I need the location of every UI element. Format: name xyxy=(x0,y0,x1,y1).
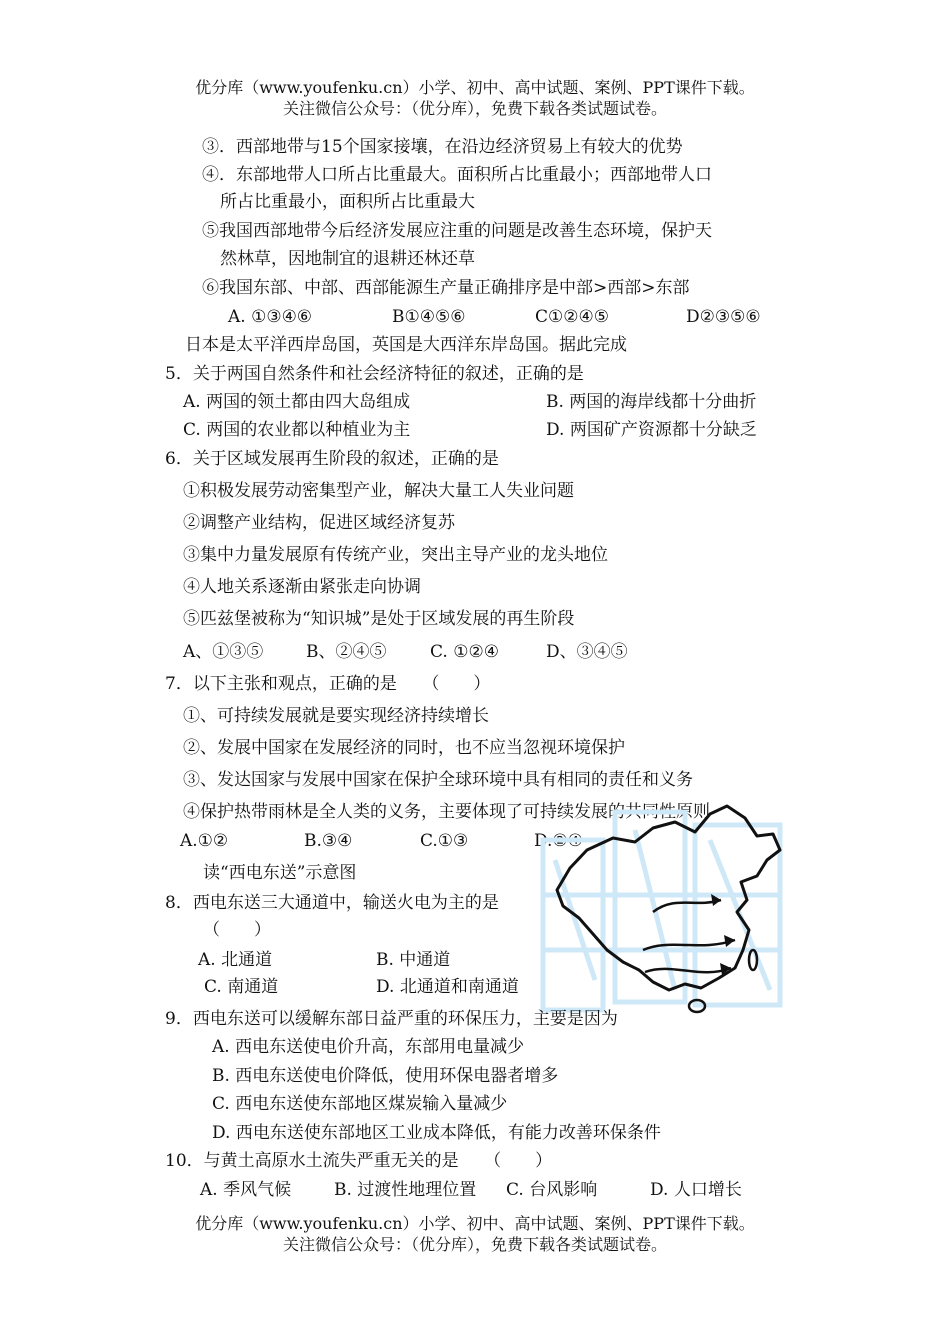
q9-option-a: A. 西电东送使电价升高，东部用电量减少 xyxy=(212,1037,525,1057)
q6-statement-1: ①积极发展劳动密集型产业，解决大量工人失业问题 xyxy=(183,481,574,501)
q7-option-d: D.②④ xyxy=(534,831,583,851)
q4-statement-4b: 所占比重最小，面积所占比重最大 xyxy=(220,192,475,212)
q4-statement-6: ⑥我国东部、中部、西部能源生产量正确排序是中部>西部>东部 xyxy=(202,278,690,298)
q7-option-b: B.③④ xyxy=(304,831,353,851)
q5-option-a: A. 两国的领土都由四大岛组成 xyxy=(183,392,411,412)
q6-statement-2: ②调整产业结构，促进区域经济复苏 xyxy=(183,513,455,533)
q9-stem: 9．西电东送可以缓解东部日益严重的环保压力，主要是因为 xyxy=(165,1009,618,1029)
q7-stem: 7．以下主张和观点，正确的是 （ ） xyxy=(165,674,491,694)
q6-option-b: B、②④⑤ xyxy=(306,642,387,662)
q10-option-b: B. 过渡性地理位置 xyxy=(334,1180,477,1200)
q7-statement-2: ②、发展中国家在发展经济的同时，也不应当忽视环境保护 xyxy=(183,738,625,758)
middle-channel-arrow-icon xyxy=(724,935,735,947)
q4-statement-5a: ⑤我国西部地带今后经济发展应注重的问题是改善生态环境，保护天 xyxy=(202,221,712,241)
q6-statement-4: ④人地关系逐渐由紧张走向协调 xyxy=(183,577,421,597)
q5-option-d: D. 两国矿产资源都十分缺乏 xyxy=(546,420,757,440)
q7-statement-4: ④保护热带雨林是全人类的义务，主要体现了可持续发展的共同性原则 xyxy=(183,802,710,822)
q6-option-d: D、③④⑤ xyxy=(546,642,628,662)
west-east-power-map xyxy=(535,800,790,1025)
q8-answer-paren: （ ） xyxy=(203,920,271,940)
q9-option-c: C. 西电东送使东部地区煤炭输入量减少 xyxy=(212,1094,508,1114)
q7-statement-3: ③、发达国家与发展中国家在保护全球环境中具有相同的责任和义务 xyxy=(183,770,693,790)
q4-statement-4a: ④．东部地带人口所占比重最大。面积所占比重最小；西部地带人口 xyxy=(202,165,712,185)
page-footer-line2: 关注微信公众号：（优分库），免费下载各类试题试卷。 xyxy=(282,1235,667,1254)
q4-option-d: D②③⑤⑥ xyxy=(686,307,761,327)
q5-option-c: C. 两国的农业都以种植业为主 xyxy=(183,420,411,440)
page-footer-line1: 优分库（www.youfenku.cn）小学、初中、高中试题、案例、PPT课件下载。 xyxy=(195,1214,755,1233)
q4-statement-5b: 然林草，因地制宜的退耕还林还草 xyxy=(220,249,475,269)
page-header-line1: 优分库（www.youfenku.cn）小学、初中、高中试题、案例、PPT课件下载。 xyxy=(195,78,755,97)
q4-statement-3: ③．西部地带与15个国家接壤，在沿边经济贸易上有较大的优势 xyxy=(202,137,683,157)
q5-stem: 5．关于两国自然条件和社会经济特征的叙述，正确的是 xyxy=(165,364,584,384)
q7-option-a: A.①② xyxy=(180,831,229,851)
watermark-pattern xyxy=(543,812,780,1010)
page-header-line2: 关注微信公众号：（优分库），免费下载各类试题试卷。 xyxy=(282,99,667,118)
q10-stem: 10．与黄土高原水土流失严重无关的是 （ ） xyxy=(165,1151,553,1171)
south-channel-line xyxy=(645,968,731,972)
q9-option-b: B. 西电东送使电价降低，使用环保电器者增多 xyxy=(212,1066,559,1086)
q10-option-d: D. 人口增长 xyxy=(650,1180,742,1200)
q8-option-a: A. 北通道 xyxy=(198,950,273,970)
q4-option-a: A. ①③④⑥ xyxy=(228,307,313,327)
q8-stem: 8．西电东送三大通道中，输送火电为主的是 xyxy=(165,893,499,913)
q6-stem: 6．关于区域发展再生阶段的叙述，正确的是 xyxy=(165,449,499,469)
q9-option-d: D. 西电东送使东部地区工业成本降低，有能力改善环保条件 xyxy=(212,1123,661,1143)
q7-statement-1: ①、可持续发展就是要实现经济持续增长 xyxy=(183,706,489,726)
japan-uk-intro: 日本是太平洋西岸岛国，英国是大西洋东岸岛国。据此完成 xyxy=(185,335,627,355)
q6-statement-5: ⑤匹兹堡被称为“知识城”是处于区域发展的再生阶段 xyxy=(183,609,575,629)
q4-option-c: C①②④⑤ xyxy=(535,307,609,327)
q6-option-a: A、①③⑤ xyxy=(183,642,264,662)
q8-option-c: C. 南通道 xyxy=(204,977,279,997)
q8-option-b: B. 中通道 xyxy=(376,950,451,970)
q6-statement-3: ③集中力量发展原有传统产业，突出主导产业的龙头地位 xyxy=(183,545,608,565)
q10-option-a: A. 季风气候 xyxy=(200,1180,292,1200)
q4-option-b: B①④⑤⑥ xyxy=(392,307,466,327)
map-caption: 读“西电东送”示意图 xyxy=(203,863,357,883)
q7-option-c: C.①③ xyxy=(420,831,469,851)
q10-option-c: C. 台风影响 xyxy=(506,1180,598,1200)
q8-option-d: D. 北通道和南通道 xyxy=(376,977,519,997)
q5-option-b: B. 两国的海岸线都十分曲折 xyxy=(546,392,757,412)
q6-option-c: C. ①②④ xyxy=(430,642,499,662)
